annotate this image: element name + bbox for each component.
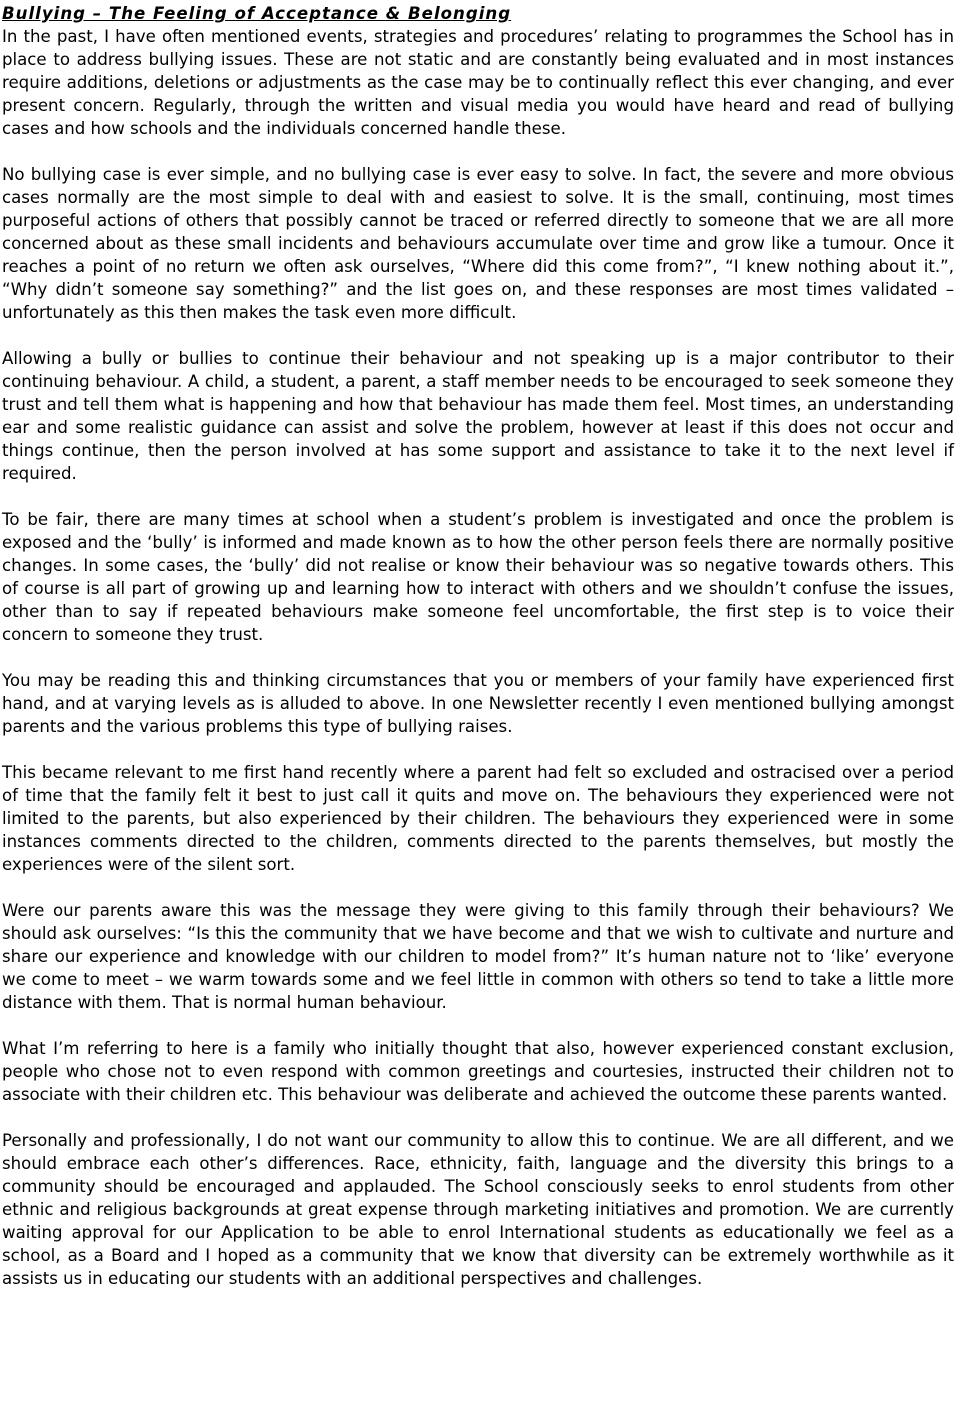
paragraph-6: This became relevant to me first hand recently where a parent had felt so excluded and ostracised over a period of time that the family felt it best to just call it quits and move on. The behaviours they experienced were not limited to the parents, but also experienced by their children. The behaviours they experienced were in some instances comments directed to the children, comments directed to the parents themselves, but mostly the experiences were of the silent sort. <box>2 763 954 874</box>
paragraph-7: Were our parents aware this was the message they were giving to this family through their behaviours? We should ask ourselves: “Is this the community that we have become and that we wish to cultivate and nurture and share our experience and knowledge with our children to model from?” It’s human nature not to ‘like’ everyone we come to meet – we warm towards some and we feel little in common with others so tend to take a little more distance with them. That is normal human behaviour. <box>2 901 954 1012</box>
paragraph-2: No bullying case is ever simple, and no bullying case is ever easy to solve. In fact, the severe and more obvious cases normally are the most simple to deal with and easiest to solve. It is the small, continuing, most times purposeful actions of others that possibly cannot be traced or referred directly to someone that we are all more concerned about as these small incidents and behaviours accumulate over time and grow like a tumour. Once it reaches a point of no return we often ask ourselves, “Where did this come from?”, “I knew nothing about it.”, “Why didn’t someone say something?” and the list goes on, and these responses are most times validated – unfortunately as this then makes the task even more difficult. <box>2 165 954 322</box>
paragraph-4: To be fair, there are many times at school when a student’s problem is investigated and once the problem is exposed and the ‘bully’ is informed and made known as to how the other person feels there are normally positive changes. In some cases, the ‘bully’ did not realise or know their behaviour was so negative towards others. This of course is all part of growing up and learning how to interact with others and we shouldn’t confuse the issues, other than to say if repeated behaviours make someone feel uncomfortable, the first step is to voice their concern to someone they trust. <box>2 510 954 644</box>
paragraph-9: Personally and professionally, I do not want our community to allow this to continue. We are all different, and we should embrace each other’s differences. Race, ethnicity, faith, language and the diversity this brings to a community should be encouraged and applauded. The School consciously seeks to enrol students from other ethnic and religious backgrounds at great expense through marketing initiatives and promotion. We are currently waiting approval for our Application to be able to enrol International students as educationally we feel as a school, as a Board and I hoped as a community that we know that diversity can be extremely worthwhile as it assists us in educating our students with an additional perspectives and challenges. <box>2 1131 954 1288</box>
paragraph-3: Allowing a bully or bullies to continue their behaviour and not speaking up is a major contributor to their continuing behaviour. A child, a student, a parent, a staff member needs to be encouraged to seek someone they trust and tell them what is happening and how that behaviour has made them feel. Most times, an understanding ear and some realistic guidance can assist and solve the problem, however at least if this does not occur and things continue, then the person involved at has some support and assistance to take it to the next level if required. <box>2 349 954 483</box>
paragraph-1: In the past, I have often mentioned events, strategies and procedures’ relating to programmes the School has in place to address bullying issues. These are not static and are constantly being evaluated and in most instances require additions, deletions or adjustments as the case may be to continually reflect this ever changing, and ever present concern. Regularly, through the written and visual media you would have heard and read of bullying cases and how schools and the individuals concerned handle these. <box>2 27 954 138</box>
paragraph-5: You may be reading this and thinking circumstances that you or members of your family have experienced first hand, and at varying levels as is alluded to above. In one Newsletter recently I even mentioned bullying amongst parents and the various problems this type of bullying raises. <box>2 671 954 736</box>
document-page <box>2 2 954 1290</box>
paragraph-8: What I’m referring to here is a family who initially thought that also, however experienced constant exclusion, people who chose not to even respond with common greetings and courtesies, instructed their children not to associate with their children etc. This behaviour was deliberate and achieved the outcome these parents wanted. <box>2 1039 954 1104</box>
document-title: Bullying – The Feeling of Acceptance & Belonging <box>2 4 512 23</box>
